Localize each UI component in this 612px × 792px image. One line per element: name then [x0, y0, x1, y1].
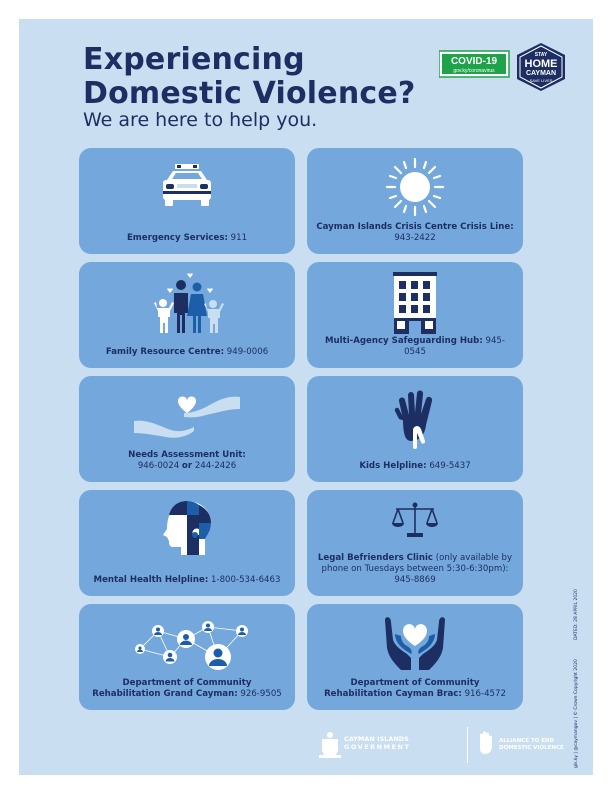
helping-hands-heart-icon [79, 384, 295, 446]
scales-icon [307, 500, 523, 540]
card-legal-befrienders-clinic [307, 490, 523, 596]
police-car-icon [79, 156, 295, 218]
svg-text:COVID-19: COVID-19 [450, 56, 498, 67]
svg-text:CAYMAN: CAYMAN [525, 70, 557, 77]
svg-text:STAY: STAY [534, 52, 548, 58]
card-text: Department of Community Rehabilitation Cayman Brac: 916-4572 [324, 678, 506, 699]
card-text: Family Resource Centre: 949-0006 [105, 347, 269, 357]
family-icon [79, 272, 295, 334]
card-community-rehabilitation-grand-cayman [79, 604, 295, 710]
card-emergency-services [79, 148, 295, 254]
card-text: Emergency Services: 911 [126, 233, 248, 243]
hands-heart-icon [307, 612, 523, 674]
card-kids-helpline [307, 376, 523, 482]
card-community-rehabilitation-cayman-brac [307, 604, 523, 710]
page-title: Experiencing Domestic Violence? [83, 42, 416, 111]
covid-stay-home-badge [439, 43, 573, 91]
page-subtitle: We are here to help you. [83, 109, 318, 131]
network-people-icon [79, 610, 295, 672]
card-mental-health-helpline [79, 490, 295, 596]
coat-of-arms-icon [319, 731, 341, 763]
alliance-logo-text: ALLIANCE TO END DOMESTIC VIOLENCE [499, 738, 564, 751]
government-logo-text: CAYMAN ISLANDS GOVERNMENT [344, 735, 411, 751]
card-text: Cayman Islands Crisis Centre Crisis Line: 943-2422 [316, 222, 514, 243]
svg-text:gov.ky/coronavirus: gov.ky/coronavirus [453, 68, 495, 74]
alliance-hand-icon [477, 731, 495, 759]
puzzle-head-icon [79, 498, 295, 560]
building-icon [307, 272, 523, 334]
raised-hand-icon [307, 388, 523, 450]
svg-text:SAVE LIVES: SAVE LIVES [529, 78, 553, 83]
svg-text:HOME: HOME [524, 58, 558, 70]
footer-divider [467, 727, 468, 763]
card-text: Multi-Agency Safeguarding Hub: 945-0545 [324, 336, 506, 357]
card-text: Needs Assessment Unit: 946-0024 or 244-2426 [128, 450, 246, 471]
card-crisis-centre [307, 148, 523, 254]
dated-note: DATED: 28 APRIL 2020 [574, 589, 579, 640]
card-family-resource-centre [79, 262, 295, 368]
card-text: Kids Helpline: 649-5437 [359, 461, 471, 471]
card-text: Department of Community Rehabilitation Grand Cayman: 926-9505 [92, 678, 282, 699]
poster-background [19, 19, 593, 775]
card-safeguarding-hub [307, 262, 523, 368]
copyright-note: gis.ky | @caymangov | © Crown Copyright 2020 [574, 659, 579, 768]
card-needs-assessment-unit [79, 376, 295, 482]
card-text: Mental Health Helpline: 1-800-534-6463 [93, 575, 281, 585]
card-text: Legal Befrienders Clinic (only available by phone on Tuesdays between 5:30-6:30pm): 945-8869 [317, 553, 513, 585]
sun-icon [307, 156, 523, 218]
